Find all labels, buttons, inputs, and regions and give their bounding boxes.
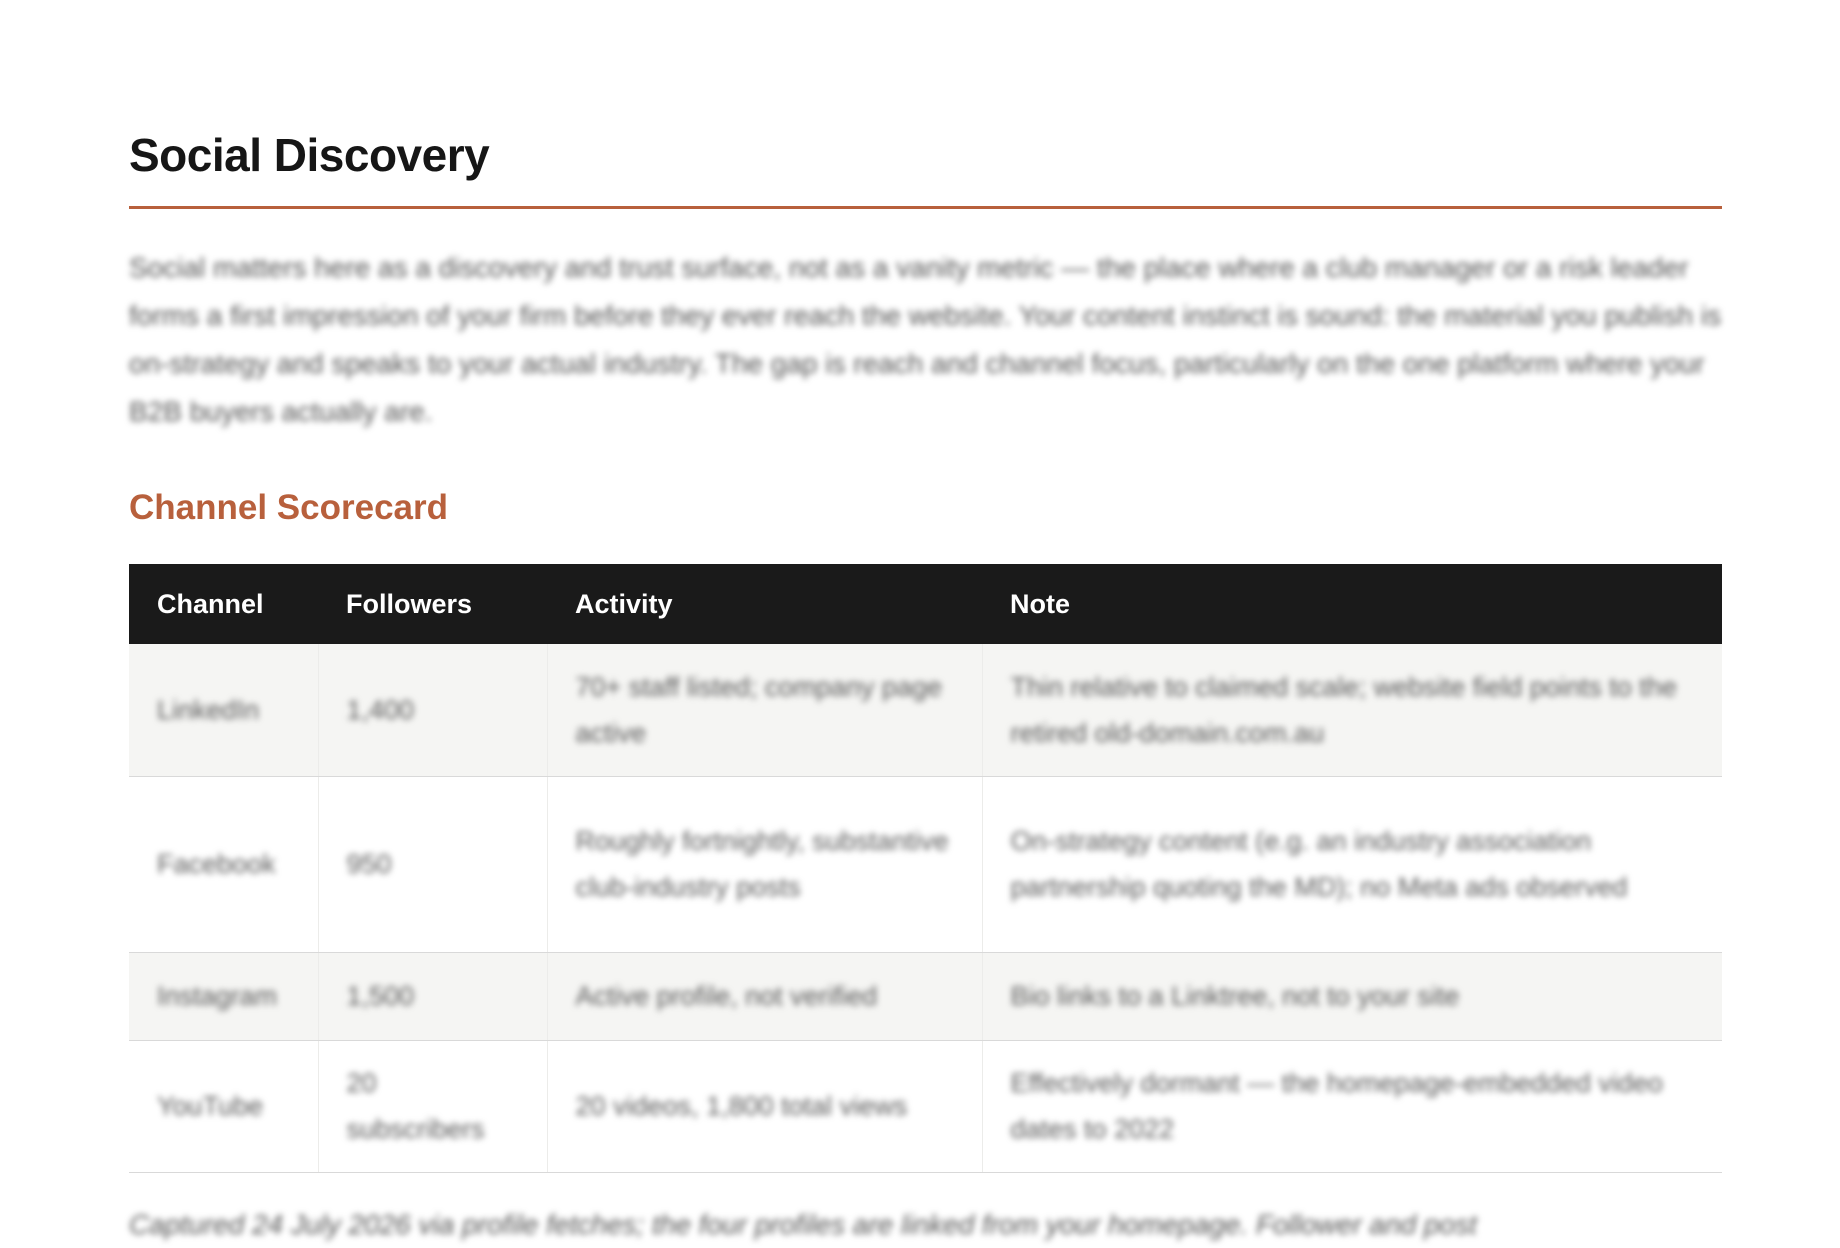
table-body — [129, 644, 1722, 1172]
cell-note — [982, 952, 1722, 1040]
section-title-channel-scorecard: Channel Scorecard — [129, 488, 448, 527]
cell-activity — [547, 952, 982, 1040]
cell-followers-text: 1,500 — [346, 981, 415, 1011]
cell-note — [982, 644, 1722, 776]
cell-activity — [547, 1040, 982, 1172]
title-divider — [129, 206, 1722, 209]
cell-channel — [129, 644, 318, 776]
cell-note-text: On-strategy content (e.g. an industry association partnership quoting the MD); no Meta ads observed — [1010, 826, 1628, 902]
cell-note-text: Bio links to a Linktree, not to your site — [1010, 981, 1460, 1011]
cell-followers — [318, 1040, 547, 1172]
table-row — [129, 776, 1722, 952]
cell-activity — [547, 776, 982, 952]
intro-paragraph: Social matters here as a discovery and trust surface, not as a vanity metric — the place where a club manager or a risk leader forms a first impression of your firm before they ever reach the website. Your content instinct is sound: the material you publish is on-strategy and speaks to your actual industry. The gap is reach and channel focus, particularly on the one platform where your B2B buyers actually are. — [129, 252, 1722, 427]
cell-channel-text: YouTube — [157, 1091, 264, 1121]
table-header-row — [129, 564, 1722, 644]
cell-followers — [318, 952, 547, 1040]
cell-followers-text: 1,400 — [346, 694, 415, 725]
cell-activity-text: Roughly fortnightly, substantive club-industry posts — [575, 826, 949, 902]
cell-followers-text: 20 subscribers — [346, 1068, 485, 1144]
cell-followers-text: 950 — [346, 849, 392, 879]
cell-channel-text: Facebook — [157, 849, 276, 879]
column-header-channel: Channel — [157, 588, 264, 619]
cell-followers — [318, 776, 547, 952]
table-header — [129, 564, 1722, 644]
cell-note-text: Thin relative to claimed scale; website field points to the retired old-domain.com.au — [1010, 671, 1677, 748]
cell-channel — [129, 952, 318, 1040]
column-header-activity: Activity — [575, 588, 673, 619]
cell-activity-text: 70+ staff listed; company page active — [575, 671, 942, 748]
channel-scorecard-table — [129, 564, 1722, 1173]
cell-note — [982, 1040, 1722, 1172]
table-row — [129, 644, 1722, 776]
table-caption: Captured 24 July 2026 via profile fetches; the four profiles are linked from your homepage. Follower and post — [129, 1209, 1477, 1240]
table-row — [129, 1040, 1722, 1172]
cell-followers — [318, 644, 547, 776]
column-header-note: Note — [1010, 588, 1070, 619]
cell-activity — [547, 644, 982, 776]
cell-note — [982, 776, 1722, 952]
cell-note-text: Effectively dormant — the homepage-embedded video dates to 2022 — [1010, 1068, 1663, 1144]
cell-channel — [129, 776, 318, 952]
cell-activity-text: 20 videos, 1,800 total views — [575, 1091, 908, 1121]
page-title: Social Discovery — [129, 129, 490, 181]
cell-channel — [129, 1040, 318, 1172]
cell-channel-text: Instagram — [157, 981, 278, 1011]
cell-channel-text: LinkedIn — [157, 694, 260, 725]
column-header-followers: Followers — [346, 588, 473, 619]
cell-activity-text: Active profile, not verified — [575, 981, 878, 1011]
table-row — [129, 952, 1722, 1040]
